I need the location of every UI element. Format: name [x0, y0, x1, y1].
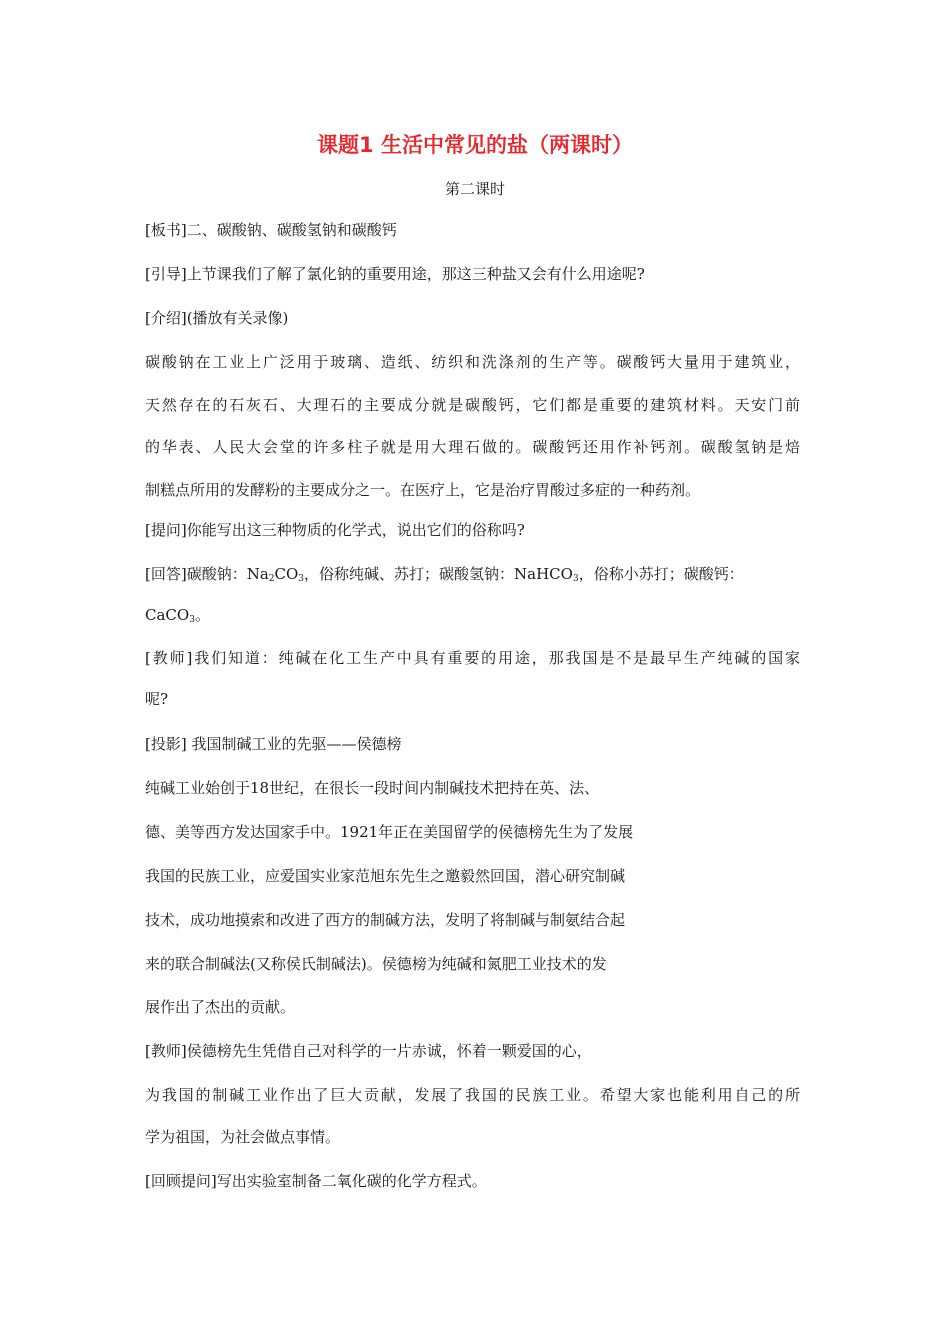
teacher-line: [教师]我们知道：纯碱在化工生产中具有重要的用途，那我国是不是最早生产纯碱的国家 [145, 649, 800, 667]
paragraph-line: 的华表、人民大会堂的许多柱子就是用大理石做的。碳酸钙还用作补钙剂。碳酸氢钠是焙 [145, 438, 800, 456]
paragraph-line: 天然存在的石灰石、大理石的主要成分就是碳酸钙，它们都是重要的建筑材料。天安门前 [145, 396, 800, 414]
formula-text: CaCO [145, 606, 190, 624]
paragraph-line: 技术，成功地摸索和改进了西方的制碱方法，发明了将制碱与制氨结合起 [145, 911, 626, 929]
question-line: [提问]你能写出这三种物质的化学式，说出它们的俗称吗? [145, 521, 525, 539]
paragraph-line: 来的联合制碱法(又称侯氏制碱法)。侯德榜为纯碱和氮肥工业技术的发 [145, 955, 607, 973]
teacher-line: 呢? [145, 690, 169, 708]
answer-prefix: [回答]碳酸钠：Na [145, 565, 269, 583]
review-question-line: [回顾提问]写出实验室制备二氧化碳的化学方程式。 [145, 1172, 487, 1190]
document-subtitle: 第二课时 [444, 180, 505, 198]
answer-text: ，俗称小苏打；碳酸钙： [578, 565, 744, 583]
formula-subscript: 3 [189, 615, 195, 625]
paragraph-line: 碳酸钠在工业上广泛用于玻璃、造纸、纺织和洗涤剂的生产等。碳酸钙大量用于建筑业， [145, 353, 800, 371]
paragraph-line: 纯碱工业始创于18世纪，在很长一段时间内制碱技术把持在英、法、 [145, 779, 600, 797]
teacher-line: [教师]侯德榜先生凭借自己对科学的一片赤诚，怀着一颗爱国的心， [145, 1042, 592, 1060]
formula-subscript: 2 [268, 574, 275, 584]
answer-text: 。 [194, 606, 210, 624]
projection-line: [投影] 我国制碱工业的先驱——侯德榜 [145, 735, 402, 753]
paragraph-line: 我国的民族工业，应爱国实业家范旭东先生之邀毅然回国，潜心研究制碱 [145, 867, 626, 885]
answer-line-2 [145, 605, 210, 625]
document-title: 课题1 生活中常见的盐（两课时） [317, 133, 633, 157]
paragraph-line: 学为祖国，为社会做点事情。 [145, 1128, 341, 1146]
paragraph-line: 为我国的制碱工业作出了巨大贡献，发展了我国的民族工业。希望大家也能利用自己的所 [145, 1086, 800, 1104]
answer-line [145, 564, 744, 584]
paragraph-line: 展作出了杰出的贡献。 [145, 998, 296, 1016]
paragraph-line: 德、美等西方发达国家手中。1921年正在美国留学的侯德榜先生为了发展 [145, 823, 634, 841]
answer-text: ，俗称纯碱、苏打；碳酸氢钠：NaHCO [304, 565, 573, 583]
formula-text: CO [274, 565, 299, 583]
guide-line: [引导]上节课我们了解了氯化钠的重要用途，那这三种盐又会有什么用途呢? [145, 265, 645, 283]
paragraph-line: 制糕点所用的发酵粉的主要成分之一。在医疗上，它是治疗胃酸过多症的一种药剂。 [145, 481, 701, 499]
intro-line: [介绍](播放有关录像) [145, 309, 289, 327]
formula-subscript: 3 [572, 574, 579, 584]
board-writing-line: [板书]二、碳酸钠、碳酸氢钠和碳酸钙 [145, 221, 397, 239]
formula-subscript: 3 [298, 574, 305, 584]
